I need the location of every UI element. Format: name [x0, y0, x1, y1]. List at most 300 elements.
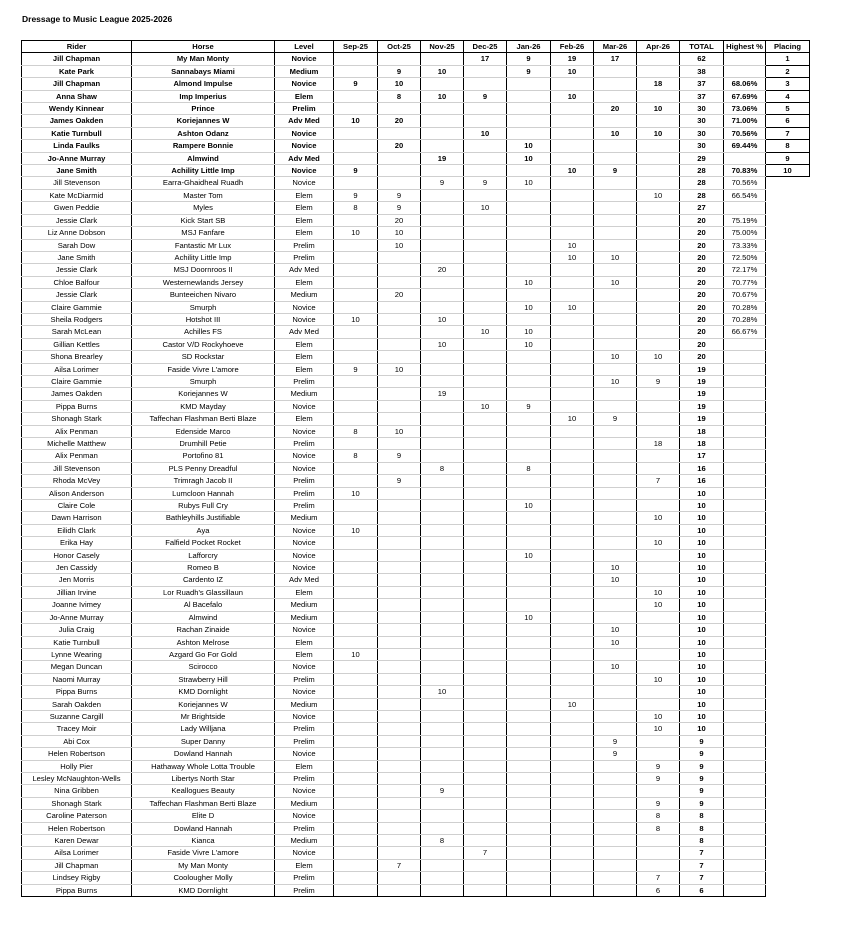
cell-sep-25 [334, 760, 378, 772]
cell-dec-25 [464, 165, 507, 177]
table-row [22, 574, 810, 586]
cell-sep-25 [334, 251, 378, 263]
cell-feb-26 [551, 115, 594, 127]
cell-jan-26 [507, 78, 551, 90]
cell-horse: Rubys Full Cry [132, 500, 275, 512]
cell-oct-25 [378, 103, 421, 115]
cell-placing: 7 [766, 127, 810, 139]
cell-feb-26 [551, 723, 594, 735]
cell-level: Prelim [275, 375, 334, 387]
cell-feb-26 [551, 438, 594, 450]
cell-highest-percent: 70.56% [724, 127, 766, 139]
cell-dec-25 [464, 810, 507, 822]
cell-oct-25 [378, 698, 421, 710]
cell-placing [766, 661, 810, 673]
cell-total: 38 [680, 65, 724, 77]
cell-jan-26: 10 [507, 301, 551, 313]
table-row [22, 90, 810, 102]
table-row [22, 115, 810, 127]
cell-horse: Faside Vivre L'amore [132, 847, 275, 859]
cell-total: 9 [680, 797, 724, 809]
cell-nov-25 [421, 549, 464, 561]
cell-oct-25 [378, 487, 421, 499]
cell-rider: Wendy Kinnear [22, 103, 132, 115]
cell-jan-26: 10 [507, 140, 551, 152]
cell-sep-25 [334, 810, 378, 822]
cell-total: 7 [680, 872, 724, 884]
cell-oct-25 [378, 512, 421, 524]
cell-highest-percent [724, 512, 766, 524]
cell-total: 20 [680, 264, 724, 276]
cell-dec-25 [464, 152, 507, 164]
cell-rider: Jillian Irvine [22, 586, 132, 598]
cell-highest-percent: 75.00% [724, 227, 766, 239]
cell-apr-26: 9 [637, 772, 680, 784]
cell-mar-26 [594, 500, 637, 512]
cell-horse: Kick Start SB [132, 214, 275, 226]
cell-apr-26: 18 [637, 438, 680, 450]
cell-level: Adv Med [275, 115, 334, 127]
cell-sep-25 [334, 152, 378, 164]
cell-placing [766, 574, 810, 586]
cell-highest-percent [724, 636, 766, 648]
cell-nov-25 [421, 202, 464, 214]
cell-mar-26: 10 [594, 661, 637, 673]
cell-level: Elem [275, 90, 334, 102]
cell-mar-26 [594, 438, 637, 450]
cell-nov-25: 10 [421, 338, 464, 350]
cell-apr-26 [637, 239, 680, 251]
cell-level: Novice [275, 177, 334, 189]
cell-jan-26: 9 [507, 53, 551, 65]
cell-horse: Strawberry Hill [132, 673, 275, 685]
cell-oct-25 [378, 884, 421, 896]
cell-total: 10 [680, 661, 724, 673]
cell-total: 10 [680, 673, 724, 685]
cell-highest-percent [724, 611, 766, 623]
cell-apr-26 [637, 624, 680, 636]
cell-dec-25 [464, 648, 507, 660]
cell-apr-26: 7 [637, 872, 680, 884]
cell-sep-25 [334, 698, 378, 710]
cell-placing [766, 375, 810, 387]
cell-mar-26 [594, 673, 637, 685]
cell-apr-26 [637, 177, 680, 189]
cell-rider: Sarah McLean [22, 326, 132, 338]
table-row [22, 301, 810, 313]
cell-level: Prelim [275, 475, 334, 487]
cell-rider: Jane Smith [22, 251, 132, 263]
cell-placing [766, 326, 810, 338]
cell-horse: Taffechan Flashman Berti Blaze [132, 413, 275, 425]
cell-jan-26: 10 [507, 611, 551, 623]
cell-oct-25: 8 [378, 90, 421, 102]
cell-dec-25 [464, 611, 507, 623]
cell-rider: Pippa Burns [22, 884, 132, 896]
cell-mar-26 [594, 512, 637, 524]
cell-horse: Koriejannes W [132, 698, 275, 710]
cell-jan-26 [507, 438, 551, 450]
cell-apr-26 [637, 227, 680, 239]
cell-apr-26 [637, 115, 680, 127]
cell-sep-25 [334, 562, 378, 574]
cell-placing [766, 586, 810, 598]
cell-jan-26 [507, 475, 551, 487]
cell-highest-percent [724, 735, 766, 747]
cell-feb-26: 10 [551, 239, 594, 251]
cell-apr-26: 10 [637, 189, 680, 201]
table-row [22, 723, 810, 735]
cell-feb-26 [551, 822, 594, 834]
cell-placing: 4 [766, 90, 810, 102]
cell-total: 28 [680, 165, 724, 177]
cell-nov-25 [421, 524, 464, 536]
cell-apr-26: 10 [637, 351, 680, 363]
cell-feb-26 [551, 375, 594, 387]
cell-jan-26 [507, 636, 551, 648]
table-row [22, 276, 810, 288]
table-row [22, 53, 810, 65]
cell-total: 20 [680, 301, 724, 313]
cell-highest-percent: 71.00% [724, 115, 766, 127]
cell-total: 10 [680, 512, 724, 524]
cell-apr-26 [637, 835, 680, 847]
cell-sep-25 [334, 103, 378, 115]
table-row [22, 251, 810, 263]
cell-placing [766, 884, 810, 896]
cell-jan-26 [507, 822, 551, 834]
cell-nov-25 [421, 239, 464, 251]
table-row [22, 78, 810, 90]
cell-oct-25: 9 [378, 475, 421, 487]
cell-nov-25: 10 [421, 65, 464, 77]
cell-nov-25 [421, 723, 464, 735]
cell-feb-26 [551, 524, 594, 536]
cell-level: Novice [275, 140, 334, 152]
cell-feb-26 [551, 338, 594, 350]
cell-highest-percent [724, 748, 766, 760]
cell-total: 10 [680, 549, 724, 561]
cell-level: Novice [275, 785, 334, 797]
cell-highest-percent [724, 772, 766, 784]
cell-placing [766, 264, 810, 276]
table-row [22, 698, 810, 710]
cell-jan-26 [507, 487, 551, 499]
cell-placing [766, 636, 810, 648]
cell-dec-25 [464, 65, 507, 77]
cell-horse: Lady Willjana [132, 723, 275, 735]
cell-sep-25 [334, 748, 378, 760]
cell-feb-26 [551, 289, 594, 301]
table-row [22, 450, 810, 462]
table-row [22, 710, 810, 722]
cell-oct-25 [378, 338, 421, 350]
cell-apr-26 [637, 53, 680, 65]
cell-feb-26: 10 [551, 90, 594, 102]
column-header-dec-25: Dec-25 [464, 41, 507, 53]
cell-nov-25 [421, 53, 464, 65]
cell-dec-25 [464, 624, 507, 636]
cell-dec-25 [464, 524, 507, 536]
cell-placing [766, 239, 810, 251]
cell-total: 10 [680, 686, 724, 698]
cell-rider: Katie Turnbull [22, 127, 132, 139]
cell-mar-26 [594, 835, 637, 847]
cell-level: Prelim [275, 872, 334, 884]
cell-level: Novice [275, 127, 334, 139]
cell-dec-25 [464, 512, 507, 524]
cell-highest-percent [724, 822, 766, 834]
cell-sep-25 [334, 884, 378, 896]
cell-feb-26 [551, 313, 594, 325]
cell-mar-26: 10 [594, 574, 637, 586]
cell-total: 10 [680, 524, 724, 536]
cell-feb-26: 10 [551, 165, 594, 177]
cell-total: 6 [680, 884, 724, 896]
cell-total: 18 [680, 438, 724, 450]
cell-oct-25 [378, 177, 421, 189]
cell-jan-26 [507, 289, 551, 301]
cell-highest-percent [724, 624, 766, 636]
cell-rider: Sarah Oakden [22, 698, 132, 710]
cell-level: Prelim [275, 723, 334, 735]
cell-level: Adv Med [275, 264, 334, 276]
cell-mar-26 [594, 797, 637, 809]
table-row [22, 760, 810, 772]
cell-total: 28 [680, 177, 724, 189]
cell-nov-25 [421, 586, 464, 598]
cell-oct-25: 9 [378, 189, 421, 201]
cell-placing [766, 524, 810, 536]
cell-jan-26: 10 [507, 500, 551, 512]
table-row [22, 748, 810, 760]
cell-mar-26 [594, 698, 637, 710]
cell-jan-26 [507, 735, 551, 747]
cell-total: 10 [680, 574, 724, 586]
cell-feb-26 [551, 648, 594, 660]
cell-level: Novice [275, 748, 334, 760]
cell-nov-25 [421, 450, 464, 462]
cell-level: Novice [275, 810, 334, 822]
cell-rider: Kate McDiarmid [22, 189, 132, 201]
cell-mar-26 [594, 760, 637, 772]
cell-oct-25 [378, 313, 421, 325]
cell-oct-25 [378, 810, 421, 822]
cell-jan-26: 10 [507, 338, 551, 350]
cell-feb-26 [551, 661, 594, 673]
cell-rider: Jessie Clark [22, 214, 132, 226]
column-header-rider: Rider [22, 41, 132, 53]
cell-jan-26 [507, 388, 551, 400]
cell-nov-25: 20 [421, 264, 464, 276]
cell-horse: Cardento IZ [132, 574, 275, 586]
cell-nov-25 [421, 512, 464, 524]
table-row [22, 326, 810, 338]
cell-nov-25: 10 [421, 90, 464, 102]
cell-rider: Helen Robertson [22, 822, 132, 834]
cell-dec-25 [464, 636, 507, 648]
cell-level: Novice [275, 165, 334, 177]
cell-horse: Lumcloon Hannah [132, 487, 275, 499]
cell-nov-25 [421, 500, 464, 512]
cell-dec-25 [464, 835, 507, 847]
cell-apr-26: 10 [637, 537, 680, 549]
cell-horse: Imp Imperius [132, 90, 275, 102]
cell-oct-25: 20 [378, 214, 421, 226]
cell-jan-26 [507, 202, 551, 214]
cell-placing: 3 [766, 78, 810, 90]
cell-apr-26 [637, 524, 680, 536]
cell-feb-26 [551, 326, 594, 338]
cell-nov-25: 9 [421, 785, 464, 797]
cell-highest-percent [724, 549, 766, 561]
cell-apr-26 [637, 450, 680, 462]
cell-sep-25 [334, 462, 378, 474]
cell-rider: Katie Turnbull [22, 636, 132, 648]
table-row [22, 425, 810, 437]
cell-feb-26 [551, 189, 594, 201]
cell-dec-25 [464, 251, 507, 263]
cell-apr-26 [637, 735, 680, 747]
cell-dec-25 [464, 586, 507, 598]
cell-apr-26 [637, 661, 680, 673]
cell-oct-25: 7 [378, 859, 421, 871]
cell-placing [766, 425, 810, 437]
cell-highest-percent [724, 450, 766, 462]
cell-horse: Achility Little Imp [132, 251, 275, 263]
cell-feb-26: 19 [551, 53, 594, 65]
cell-rider: Jill Stevenson [22, 177, 132, 189]
table-row [22, 165, 810, 177]
cell-jan-26 [507, 673, 551, 685]
cell-horse: Rampere Bonnie [132, 140, 275, 152]
cell-sep-25 [334, 574, 378, 586]
cell-mar-26: 10 [594, 127, 637, 139]
cell-sep-25 [334, 276, 378, 288]
page-title: Dressage to Music League 2025-2026 [22, 14, 173, 24]
cell-highest-percent [724, 760, 766, 772]
cell-sep-25 [334, 53, 378, 65]
cell-dec-25 [464, 388, 507, 400]
cell-total: 16 [680, 475, 724, 487]
cell-level: Elem [275, 202, 334, 214]
cell-dec-25 [464, 574, 507, 586]
cell-highest-percent [724, 500, 766, 512]
cell-highest-percent [724, 884, 766, 896]
table-row [22, 648, 810, 660]
cell-mar-26 [594, 586, 637, 598]
cell-mar-26: 10 [594, 562, 637, 574]
cell-oct-25 [378, 586, 421, 598]
cell-mar-26 [594, 524, 637, 536]
cell-horse: KMD Dornlight [132, 686, 275, 698]
cell-placing [766, 785, 810, 797]
cell-nov-25 [421, 872, 464, 884]
cell-horse: Rachan Zinaide [132, 624, 275, 636]
cell-apr-26 [637, 400, 680, 412]
cell-highest-percent: 73.06% [724, 103, 766, 115]
column-header-jan-26: Jan-26 [507, 41, 551, 53]
cell-rider: Dawn Harrison [22, 512, 132, 524]
cell-rider: Jill Chapman [22, 53, 132, 65]
cell-placing: 10 [766, 165, 810, 177]
cell-dec-25 [464, 289, 507, 301]
cell-sep-25 [334, 847, 378, 859]
cell-rider: Jen Morris [22, 574, 132, 586]
cell-horse: Falfield Pocket Rocket [132, 537, 275, 549]
cell-feb-26 [551, 500, 594, 512]
cell-oct-25: 10 [378, 78, 421, 90]
cell-mar-26: 10 [594, 375, 637, 387]
cell-mar-26 [594, 686, 637, 698]
cell-highest-percent: 70.83% [724, 165, 766, 177]
cell-horse: Portofino 81 [132, 450, 275, 462]
cell-mar-26 [594, 140, 637, 152]
cell-nov-25 [421, 698, 464, 710]
table-row [22, 624, 810, 636]
cell-nov-25 [421, 847, 464, 859]
cell-feb-26: 10 [551, 413, 594, 425]
cell-dec-25: 10 [464, 326, 507, 338]
cell-highest-percent [724, 686, 766, 698]
cell-mar-26 [594, 239, 637, 251]
cell-placing: 8 [766, 140, 810, 152]
cell-mar-26: 9 [594, 735, 637, 747]
cell-level: Novice [275, 562, 334, 574]
cell-highest-percent [724, 388, 766, 400]
cell-apr-26 [637, 338, 680, 350]
cell-nov-25 [421, 797, 464, 809]
table-row [22, 202, 810, 214]
cell-dec-25 [464, 549, 507, 561]
cell-total: 28 [680, 189, 724, 201]
cell-oct-25 [378, 673, 421, 685]
cell-highest-percent: 70.28% [724, 313, 766, 325]
cell-feb-26 [551, 425, 594, 437]
cell-oct-25: 9 [378, 450, 421, 462]
cell-total: 10 [680, 599, 724, 611]
table-row [22, 549, 810, 561]
cell-mar-26 [594, 425, 637, 437]
cell-rider: Abi Cox [22, 735, 132, 747]
table-row [22, 65, 810, 77]
cell-oct-25 [378, 822, 421, 834]
cell-apr-26 [637, 562, 680, 574]
cell-level: Novice [275, 78, 334, 90]
table-row [22, 338, 810, 350]
cell-feb-26 [551, 810, 594, 822]
cell-sep-25: 9 [334, 189, 378, 201]
cell-feb-26 [551, 351, 594, 363]
cell-level: Elem [275, 636, 334, 648]
cell-level: Prelim [275, 735, 334, 747]
cell-placing [766, 710, 810, 722]
cell-highest-percent [724, 413, 766, 425]
cell-placing [766, 698, 810, 710]
cell-horse: SD Rockstar [132, 351, 275, 363]
cell-jan-26 [507, 698, 551, 710]
cell-level: Prelim [275, 884, 334, 896]
cell-nov-25: 8 [421, 835, 464, 847]
cell-level: Prelim [275, 487, 334, 499]
cell-dec-25 [464, 189, 507, 201]
cell-apr-26: 10 [637, 673, 680, 685]
table-row [22, 239, 810, 251]
cell-mar-26 [594, 462, 637, 474]
cell-highest-percent: 68.06% [724, 78, 766, 90]
cell-sep-25 [334, 140, 378, 152]
cell-jan-26 [507, 723, 551, 735]
